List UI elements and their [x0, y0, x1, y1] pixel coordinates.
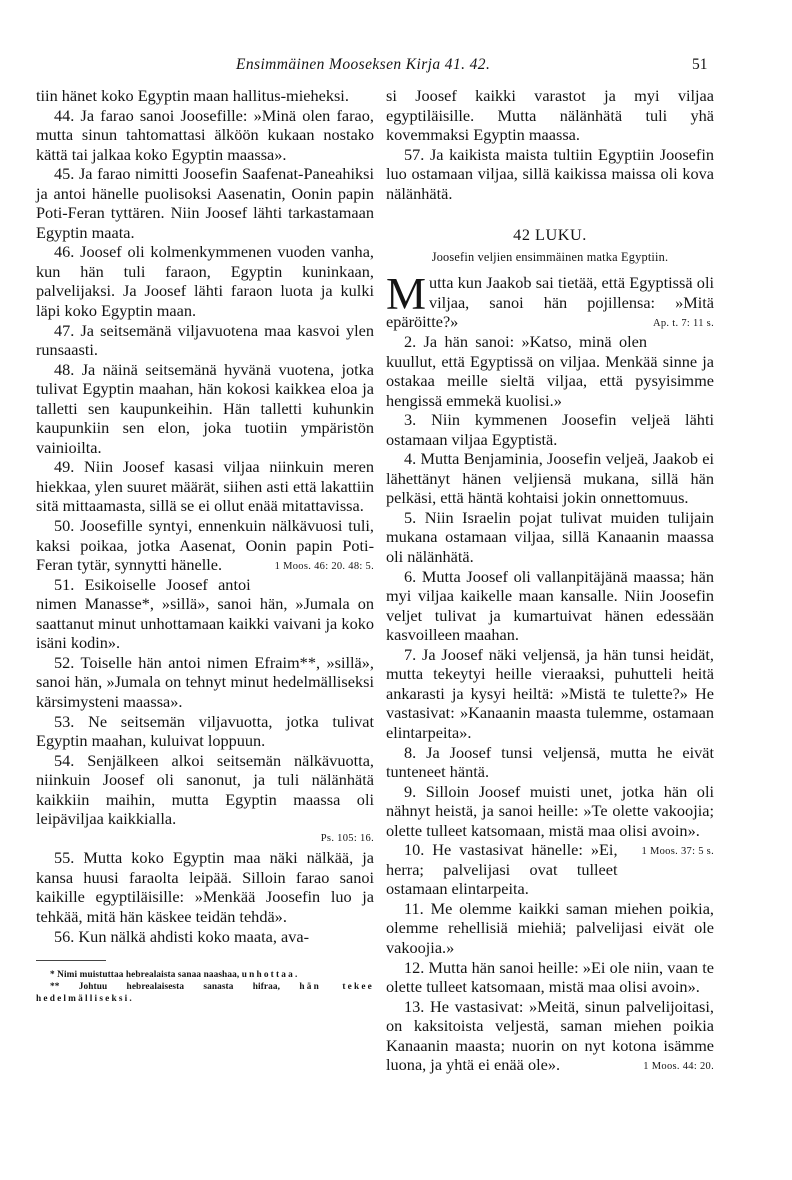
verse-paragraph: 7. Ja Joosef näki veljensä, ja hän tunsi heidät, mutta tekeytyi heille vieraaksi, puhutteli heitä ankarasti ja kysyi heiltä: »Mistä te tulette?» He vastasivat: »Kanaanin maasta tulemme, ostamaan elintarpeita». — [386, 644, 714, 742]
left-column — [36, 86, 374, 1005]
verse-text: 50. Joosefille syntyi, ennenkuin nälkävuosi tuli, kaksi poikaa, jotka Aasenat, Oonin papin Poti-Feran tytär, synnytti hänelle. — [36, 516, 374, 575]
verse-paragraph: 47. Ja seitsemänä viljavuotena maa kasvoi ylen runsaasti. — [36, 320, 374, 360]
footnotes — [36, 969, 374, 1005]
cross-reference: 1 Moos. 44: 20. — [643, 1061, 714, 1073]
verse-paragraph — [36, 516, 374, 575]
verse-text: utta kun Jaakob sai tietää, että Egyptissä oli viljaa, sanoi hän pojillensa: »Mitä epäröitte?» — [386, 273, 714, 332]
cross-reference: Ap. t. 7: 11 s. — [653, 318, 714, 330]
verse-paragraph — [386, 269, 714, 332]
verse-paragraph: 44. Ja farao sanoi Joosefille: »Minä olen farao, mutta sinun tahtomattasi älköön kukaan nostako kättä tai jalkaa koko Egyptin maassa». — [36, 105, 374, 164]
verse-paragraph: 12. Mutta hän sanoi heille: »Ei ole niin, vaan te olette tulleet katsomaan, mistä maa olisi avoin». — [386, 957, 714, 997]
chapter-title: 42 LUKU. — [513, 225, 587, 245]
footnote-spaced-text: hän tekee hedelmälliseksi. — [36, 982, 374, 1005]
right-column — [386, 86, 714, 1077]
verse-paragraph: 4. Mutta Benjaminia, Joosefin veljeä, Jaakob ei lähettänyt hänen veljiensä mukana, sillä hän pelkäsi, että häntä kohtaisi jokin onnettomuus. — [386, 449, 714, 508]
verse-paragraph — [386, 997, 714, 1075]
verse-paragraph: 5. Niin Israelin pojat tulivat muiden tulijain mukana ostamaan viljaa, sillä Kanaanin maassa oli nälänhätä. — [386, 507, 714, 567]
verse-paragraph: 11. Me olemme kaikki saman miehen poikia, olemme rehellisiä miehiä; palvelijasi eivät ole vakoojia.» — [386, 898, 714, 957]
verse-paragraph: 10. He vastasivat hänelle: »Ei, herra; palvelijasi ovat tulleet ostamaan elintarpeita. — [386, 840, 618, 899]
verse-paragraph: 3. Niin kymmenen Joosefin veljeä lähti ostamaan viljaa Egyptistä. — [386, 410, 714, 449]
verse-paragraph: 55. Mutta koko Egyptin maa näki nälkää, ja kansa huusi faraolta leipää. Silloin farao sanoi kaikille egyptiläisille: »Menkää Joosefin luo ja tehkää, mitä hän käskee teidän tehdä». — [36, 848, 374, 926]
verse-text: 13. He vastasivat: »Meitä, sinun palvelijoitasi, on kaksitoista veljestä, saman miehen poikia Kanaanin maasta; nuorin on nyt kotona isämme luona, ja yhtä ei enää ole». — [386, 996, 714, 1075]
cross-reference: 1 Moos. 46: 20. 48: 5. — [274, 561, 374, 573]
verse-paragraph: tiin hänet koko Egyptin maan hallitus-mieheksi. — [36, 86, 349, 105]
verse-paragraph: 56. Kun nälkä ahdisti koko maata, ava- — [54, 926, 309, 946]
verse-text: 9. Silloin Joosef muisti unet, jotka hän oli nähnyt heistä, ja sanoi heille: »Te olette vakoojia; olette tulleet katsomaan, mistä maa olisi avoin». — [386, 781, 714, 840]
verse-paragraph: 45. Ja farao nimitti Joosefin Saafenat-Paneahiksi ja antoi hänelle puolisoksi Aasenatin, Oonin papin Poti-Feran tyttären. Niin Joosef lähti tarkastamaan Egyptin maata. — [36, 164, 374, 242]
verse-paragraph: 6. Mutta Joosef oli vallanpitäjänä maassa; hän myi viljaa kaikelle maan kansalle. Niin Joosefin veljet tulivat ja kumartuivat hänen edessään kasvoilleen maahan. — [386, 566, 714, 645]
page-number: 51 — [692, 56, 708, 73]
chapter-subtitle: Joosefin veljien ensimmäinen matka Egyptiin. — [431, 249, 669, 264]
footnote-text: ** Johtuu hebrealaisesta sanasta hifraa, — [50, 982, 281, 993]
verse-paragraph — [386, 781, 714, 858]
verse-paragraph: si Joosef kaikki varastot ja myi viljaa egyptiläisille. Mutta nälänhätä tuli yhä kovemmaksi Egyptin maassa. — [386, 86, 714, 145]
verse-paragraph: 54. Senjälkeen alkoi seitsemän nälkävuotta, niinkuin Joosef oli sanonut, ja tuli nälänhätä kaikkiin maihin, mutta Egyptin maassa oli leipäviljaa kaikkialla. — [36, 750, 374, 829]
verse-paragraph: 2. Ja hän sanoi: »Katso, minä olen kuullut, että Egyptissä on viljaa. Menkää sinne ja ostakaa meille sieltä viljaa, että pysyisimme hengissä emmekä kuolisi.» — [386, 332, 714, 410]
verse-paragraph: 57. Ja kaikista maista tultiin Egyptiin Joosefin luo ostamaan viljaa, sillä kaikissa maissa oli kova nälänhätä. — [386, 144, 714, 203]
verse-paragraph: 51. Esikoiselle Joosef antoi nimen Manasse*, »sillä», sanoi hän, »Jumala on saattanut minut unhottamaan kaikki vaivani ja koko isäni kodin». — [36, 574, 374, 653]
running-title: Ensimmäinen Mooseksen Kirja 41. 42. — [236, 56, 491, 73]
drop-cap: M — [386, 269, 427, 320]
footnote — [36, 969, 374, 981]
verse-paragraph: 49. Niin Joosef kasasi viljaa niinkuin meren hiekkaa, ylen suuret määrät, siihen asti että lakattiin sitä mittaamasta, sillä se ei ollut enää mitattavissa. — [36, 457, 374, 516]
cross-reference: 1 Moos. 37: 5 s. — [641, 846, 714, 858]
footnote-text: * Nimi muistuttaa hebrealaista sanaa naashaa, — [50, 970, 240, 981]
verse-paragraph: 53. Ne seitsemän viljavuotta, jotka tulivat Egyptin maahan, kuluivat loppuun. — [36, 711, 374, 751]
page-header — [0, 56, 792, 78]
verse-paragraph: 52. Toiselle hän antoi nimen Efraim**, »sillä», sanoi hän, »Jumala on tehnyt minut hedelmälliseksi kärsimysteni maassa». — [36, 652, 374, 711]
footnote-divider — [36, 960, 106, 961]
verse-paragraph: 8. Ja Joosef tunsi veljensä, mutta he eivät tunteneet häntä. — [386, 742, 714, 782]
verse-paragraph: 46. Joosef oli kolmenkymmenen vuoden vanha, kun hän tuli faraon, Egyptin kuninkaan, palvelijaksi. Ja Joosef lähti faraon luota ja kulki läpi koko Egyptin maan. — [36, 242, 374, 321]
footnote-spaced-text: unhottaa. — [241, 970, 300, 981]
cross-reference: Ps. 105: 16. — [320, 832, 374, 844]
footnote — [36, 981, 374, 1005]
verse-paragraph: 48. Ja näinä seitsemänä hyvänä vuotena, jotka tulivat Egyptin maahan, hän kokosi kaikkea eloa ja talletti sen kaupunkeihin. Hän talletti kuhunkin kaupunkiin sen elon, joka tuotiin ympäristön vainioilta. — [36, 359, 374, 457]
